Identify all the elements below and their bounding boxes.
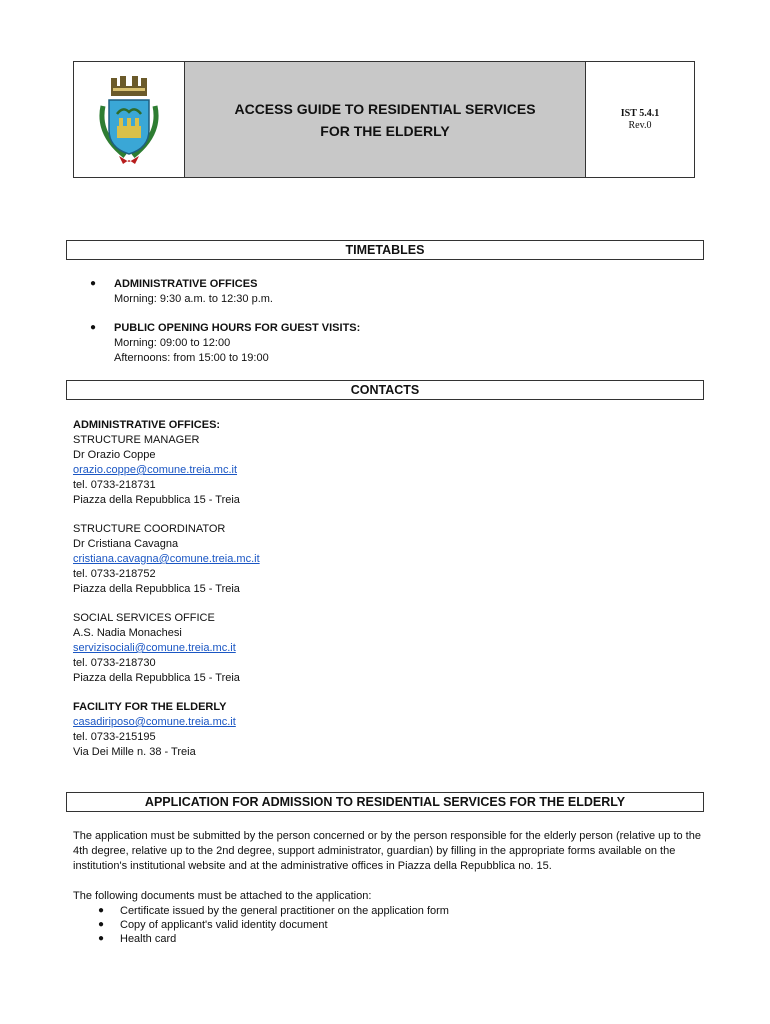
document-header [73, 61, 695, 178]
social-role: SOCIAL SERVICES OFFICE [73, 612, 215, 624]
bullet-icon: ● [98, 919, 105, 930]
document-item: Certificate issued by the general practitioner on the application form [120, 905, 449, 917]
manager-address: Piazza della Repubblica 15 - Treia [73, 494, 240, 506]
facility-tel: tel. 0733-215195 [73, 731, 156, 743]
document-title [185, 62, 586, 177]
document-item: Copy of applicant's valid identity document [120, 919, 328, 931]
manager-role: STRUCTURE MANAGER [73, 434, 200, 446]
coordinator-role: STRUCTURE COORDINATOR [73, 523, 226, 535]
facility-role: FACILITY FOR THE ELDERLY [73, 701, 227, 713]
facility-email-link[interactable]: casadiriposo@comune.treia.mc.it [73, 716, 236, 728]
bullet-icon: ● [90, 322, 97, 333]
facility-address: Via Dei Mille n. 38 - Treia [73, 746, 196, 758]
visit-hours-afternoon: Afternoons: from 15:00 to 19:00 [114, 352, 269, 364]
admin-offices-hours: Morning: 9:30 a.m. to 12:30 p.m. [114, 293, 273, 305]
document-code: IST 5.4.1 [620, 108, 660, 119]
document-revision: Rev.0 [628, 120, 652, 131]
application-paragraph: The application must be submitted by the person concerned or by the person responsible for the elderly person (relative up to the 4th degree, relative up to the 2nd degree, support administrator, guardian) by filling in the appropriate forms available on the institution's institutional website and at the administrative offices in Piazza della Repubblica no. 15. [73, 830, 701, 872]
visit-hours-morning: Morning: 09:00 to 12:00 [114, 337, 231, 349]
visit-hours-title: PUBLIC OPENING HOURS FOR GUEST VISITS: [114, 322, 361, 334]
coordinator-email-link[interactable]: cristiana.cavagna@comune.treia.mc.it [73, 553, 260, 565]
manager-tel: tel. 0733-218731 [73, 479, 156, 491]
admin-offices-hours-title: ADMINISTRATIVE OFFICES [114, 278, 258, 290]
manager-email-link[interactable]: orazio.coppe@comune.treia.mc.it [73, 464, 238, 476]
manager-name: Dr Orazio Coppe [73, 449, 156, 461]
title-line-1: ACCESS GUIDE TO RESIDENTIAL SERVICES [234, 100, 536, 117]
social-address: Piazza della Repubblica 15 - Treia [73, 672, 240, 684]
bullet-icon: ● [98, 933, 105, 944]
bullet-icon: ● [90, 278, 97, 289]
document-item: Health card [120, 933, 177, 945]
bullet-icon: ● [98, 905, 105, 916]
timetables-heading: TIMETABLES [66, 240, 704, 260]
document-code-box [586, 62, 694, 177]
coordinator-tel: tel. 0733-218752 [73, 568, 156, 580]
application-heading: APPLICATION FOR ADMISSION TO RESIDENTIAL SERVICES FOR THE ELDERLY [66, 792, 704, 812]
documents-intro: The following documents must be attached to the application: [73, 890, 372, 902]
social-name: A.S. Nadia Monachesi [73, 627, 182, 639]
coat-of-arms-logo [74, 62, 185, 177]
social-tel: tel. 0733-218730 [73, 657, 156, 669]
contacts-heading: CONTACTS [66, 380, 704, 400]
title-line-2: FOR THE ELDERLY [320, 122, 450, 139]
coordinator-address: Piazza della Repubblica 15 - Treia [73, 583, 240, 595]
admin-offices-heading: ADMINISTRATIVE OFFICES: [73, 419, 221, 431]
coordinator-name: Dr Cristiana Cavagna [73, 538, 179, 550]
social-email-link[interactable]: servizisociali@comune.treia.mc.it [73, 642, 236, 654]
